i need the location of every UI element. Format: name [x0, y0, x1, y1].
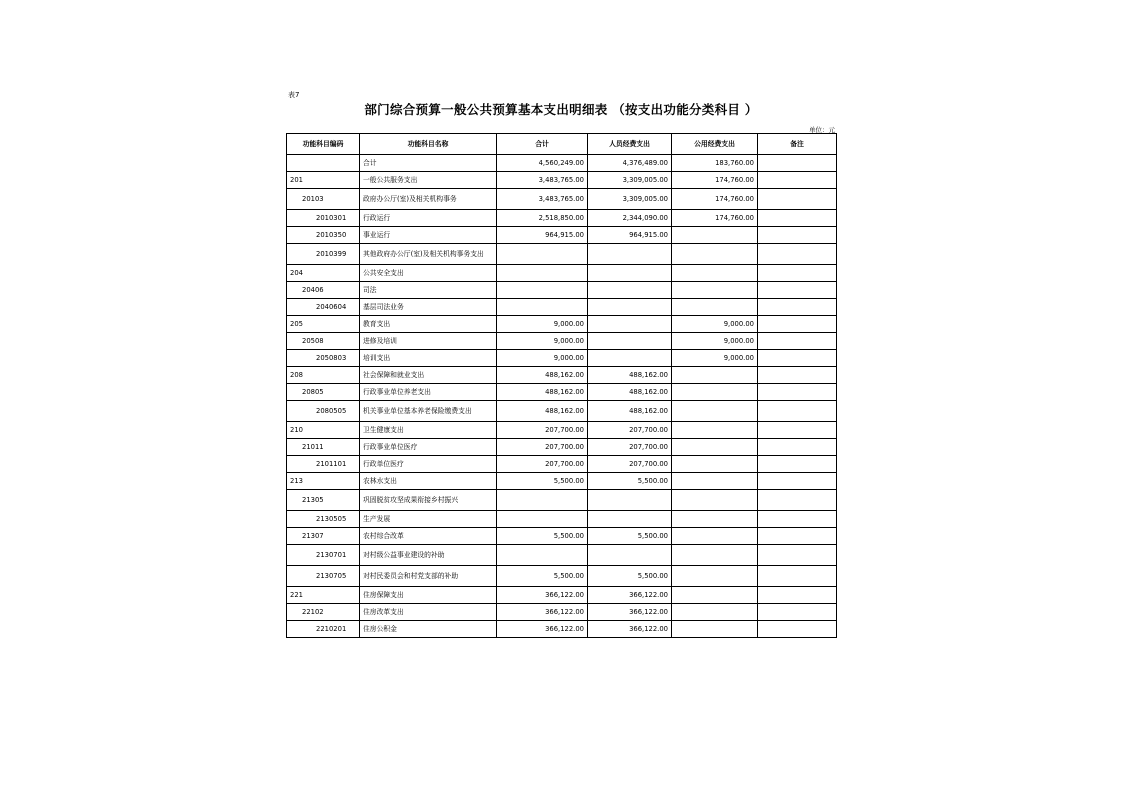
cell-code: 208	[287, 367, 360, 384]
cell-public	[672, 422, 758, 439]
cell-public	[672, 528, 758, 545]
cell-note	[758, 587, 837, 604]
cell-code: 2050803	[287, 350, 360, 367]
cell-personnel: 3,309,005.00	[588, 172, 672, 189]
table-row	[287, 545, 837, 566]
cell-name: 进修及培训	[360, 333, 497, 350]
cell-note	[758, 473, 837, 490]
cell-name: 卫生健康支出	[360, 422, 497, 439]
cell-total	[497, 299, 588, 316]
cell-note	[758, 244, 837, 265]
table-row	[287, 227, 837, 244]
header-total: 合计	[497, 134, 588, 155]
cell-public	[672, 456, 758, 473]
table-row	[287, 155, 837, 172]
cell-personnel: 5,500.00	[588, 528, 672, 545]
table-row	[287, 511, 837, 528]
cell-public: 174,760.00	[672, 172, 758, 189]
cell-note	[758, 384, 837, 401]
cell-personnel: 488,162.00	[588, 367, 672, 384]
cell-public	[672, 545, 758, 566]
cell-name: 司法	[360, 282, 497, 299]
cell-total: 207,700.00	[497, 422, 588, 439]
cell-total: 5,500.00	[497, 528, 588, 545]
cell-personnel: 4,376,489.00	[588, 155, 672, 172]
cell-note	[758, 545, 837, 566]
cell-name: 住房公积金	[360, 621, 497, 638]
cell-personnel: 488,162.00	[588, 401, 672, 422]
table-row	[287, 282, 837, 299]
cell-code: 204	[287, 265, 360, 282]
cell-personnel: 3,309,005.00	[588, 189, 672, 210]
cell-total: 964,915.00	[497, 227, 588, 244]
cell-public: 183,760.00	[672, 155, 758, 172]
cell-code: 2010399	[287, 244, 360, 265]
cell-code: 221	[287, 587, 360, 604]
document-title: 部门综合预算一般公共预算基本支出明细表 （按支出功能分类科目 ）	[364, 102, 758, 117]
cell-note	[758, 621, 837, 638]
header-name: 功能科目名称	[360, 134, 497, 155]
cell-public	[672, 439, 758, 456]
cell-note	[758, 511, 837, 528]
cell-code: 2130701	[287, 545, 360, 566]
cell-public	[672, 282, 758, 299]
cell-personnel	[588, 333, 672, 350]
cell-total	[497, 545, 588, 566]
cell-name: 事业运行	[360, 227, 497, 244]
cell-personnel: 207,700.00	[588, 456, 672, 473]
cell-total: 4,560,249.00	[497, 155, 588, 172]
cell-code: 2010350	[287, 227, 360, 244]
cell-note	[758, 439, 837, 456]
cell-personnel: 366,122.00	[588, 587, 672, 604]
cell-total: 207,700.00	[497, 456, 588, 473]
cell-total: 207,700.00	[497, 439, 588, 456]
cell-code: 213	[287, 473, 360, 490]
cell-public	[672, 401, 758, 422]
table-row	[287, 299, 837, 316]
cell-public: 9,000.00	[672, 333, 758, 350]
cell-personnel: 2,344,090.00	[588, 210, 672, 227]
cell-note	[758, 282, 837, 299]
cell-personnel: 5,500.00	[588, 566, 672, 587]
cell-code: 205	[287, 316, 360, 333]
cell-total: 488,162.00	[497, 384, 588, 401]
unit-label: 单位：元	[809, 126, 835, 134]
cell-code	[287, 155, 360, 172]
cell-public: 9,000.00	[672, 316, 758, 333]
cell-note	[758, 422, 837, 439]
cell-code: 2210201	[287, 621, 360, 638]
cell-note	[758, 227, 837, 244]
header-personnel: 人员经费支出	[588, 134, 672, 155]
cell-public	[672, 244, 758, 265]
cell-name: 其他政府办公厅(室)及相关机构事务支出	[360, 244, 497, 265]
cell-note	[758, 265, 837, 282]
cell-personnel	[588, 511, 672, 528]
cell-name: 公共安全支出	[360, 265, 497, 282]
cell-total	[497, 490, 588, 511]
table-row	[287, 528, 837, 545]
cell-code: 20805	[287, 384, 360, 401]
cell-total: 2,518,850.00	[497, 210, 588, 227]
cell-personnel	[588, 490, 672, 511]
cell-note	[758, 299, 837, 316]
cell-total: 9,000.00	[497, 333, 588, 350]
cell-personnel: 488,162.00	[588, 384, 672, 401]
cell-code: 2040604	[287, 299, 360, 316]
cell-total: 366,122.00	[497, 604, 588, 621]
cell-total: 3,483,765.00	[497, 189, 588, 210]
cell-name: 行政单位医疗	[360, 456, 497, 473]
cell-note	[758, 210, 837, 227]
cell-personnel: 366,122.00	[588, 621, 672, 638]
table-row	[287, 384, 837, 401]
cell-note	[758, 490, 837, 511]
cell-name: 生产发展	[360, 511, 497, 528]
cell-public	[672, 621, 758, 638]
table-row	[287, 265, 837, 282]
cell-public	[672, 473, 758, 490]
cell-public: 9,000.00	[672, 350, 758, 367]
cell-total: 5,500.00	[497, 566, 588, 587]
cell-note	[758, 367, 837, 384]
cell-note	[758, 333, 837, 350]
cell-personnel: 207,700.00	[588, 422, 672, 439]
cell-name: 一般公共服务支出	[360, 172, 497, 189]
table-row	[287, 172, 837, 189]
table-row	[287, 490, 837, 511]
cell-code: 21305	[287, 490, 360, 511]
table-row	[287, 621, 837, 638]
cell-note	[758, 566, 837, 587]
cell-personnel	[588, 350, 672, 367]
cell-total: 5,500.00	[497, 473, 588, 490]
table-row	[287, 316, 837, 333]
cell-public	[672, 227, 758, 244]
cell-total	[497, 265, 588, 282]
cell-code: 22102	[287, 604, 360, 621]
cell-name: 政府办公厅(室)及相关机构事务	[360, 189, 497, 210]
cell-public	[672, 604, 758, 621]
cell-personnel	[588, 545, 672, 566]
cell-total	[497, 282, 588, 299]
cell-note	[758, 528, 837, 545]
cell-name: 对村民委员会和村党支部的补助	[360, 566, 497, 587]
cell-total	[497, 244, 588, 265]
table-row	[287, 244, 837, 265]
cell-code: 201	[287, 172, 360, 189]
budget-table	[286, 133, 837, 638]
cell-total: 3,483,765.00	[497, 172, 588, 189]
cell-note	[758, 401, 837, 422]
page-label: 表7	[288, 91, 300, 99]
cell-name: 农林水支出	[360, 473, 497, 490]
cell-public	[672, 299, 758, 316]
cell-code: 2080505	[287, 401, 360, 422]
table-row	[287, 350, 837, 367]
table-row	[287, 189, 837, 210]
cell-name: 行政事业单位医疗	[360, 439, 497, 456]
cell-total: 9,000.00	[497, 350, 588, 367]
cell-total: 366,122.00	[497, 587, 588, 604]
cell-name: 巩固脱贫攻坚成果衔接乡村振兴	[360, 490, 497, 511]
header-code: 功能科目编码	[287, 134, 360, 155]
cell-code: 20508	[287, 333, 360, 350]
cell-total: 488,162.00	[497, 401, 588, 422]
cell-public	[672, 367, 758, 384]
cell-code: 20406	[287, 282, 360, 299]
table-row	[287, 604, 837, 621]
cell-personnel	[588, 299, 672, 316]
cell-name: 住房改革支出	[360, 604, 497, 621]
cell-public	[672, 587, 758, 604]
header-public: 公用经费支出	[672, 134, 758, 155]
cell-note	[758, 350, 837, 367]
table-body	[287, 155, 837, 638]
cell-public	[672, 384, 758, 401]
cell-name: 农村综合改革	[360, 528, 497, 545]
cell-personnel: 964,915.00	[588, 227, 672, 244]
cell-name: 基层司法业务	[360, 299, 497, 316]
cell-public	[672, 490, 758, 511]
cell-name: 合计	[360, 155, 497, 172]
cell-public: 174,760.00	[672, 210, 758, 227]
cell-code: 20103	[287, 189, 360, 210]
table-row	[287, 439, 837, 456]
cell-public	[672, 511, 758, 528]
table-row	[287, 456, 837, 473]
cell-code: 21011	[287, 439, 360, 456]
cell-name: 行政运行	[360, 210, 497, 227]
cell-note	[758, 316, 837, 333]
header-note: 备注	[758, 134, 837, 155]
cell-name: 行政事业单位养老支出	[360, 384, 497, 401]
cell-personnel: 366,122.00	[588, 604, 672, 621]
cell-total: 9,000.00	[497, 316, 588, 333]
cell-personnel: 207,700.00	[588, 439, 672, 456]
cell-note	[758, 172, 837, 189]
table-row	[287, 333, 837, 350]
cell-name: 教育支出	[360, 316, 497, 333]
cell-code: 2130705	[287, 566, 360, 587]
cell-name: 机关事业单位基本养老保险缴费支出	[360, 401, 497, 422]
cell-public: 174,760.00	[672, 189, 758, 210]
cell-personnel	[588, 282, 672, 299]
cell-code: 21307	[287, 528, 360, 545]
table-row	[287, 473, 837, 490]
cell-note	[758, 604, 837, 621]
cell-code: 2010301	[287, 210, 360, 227]
cell-public	[672, 566, 758, 587]
cell-note	[758, 189, 837, 210]
cell-name: 培训支出	[360, 350, 497, 367]
cell-code: 2101101	[287, 456, 360, 473]
cell-code: 210	[287, 422, 360, 439]
cell-name: 对村级公益事业建设的补助	[360, 545, 497, 566]
table-header-row	[287, 134, 837, 155]
cell-public	[672, 265, 758, 282]
cell-name: 社会保障和就业支出	[360, 367, 497, 384]
table-row	[287, 566, 837, 587]
cell-code: 2130505	[287, 511, 360, 528]
cell-personnel	[588, 265, 672, 282]
cell-name: 住房保障支出	[360, 587, 497, 604]
cell-personnel	[588, 244, 672, 265]
table-row	[287, 367, 837, 384]
cell-total: 366,122.00	[497, 621, 588, 638]
cell-note	[758, 155, 837, 172]
cell-total: 488,162.00	[497, 367, 588, 384]
table-row	[287, 401, 837, 422]
cell-personnel	[588, 316, 672, 333]
cell-note	[758, 456, 837, 473]
cell-total	[497, 511, 588, 528]
table-row	[287, 210, 837, 227]
table-row	[287, 587, 837, 604]
cell-personnel: 5,500.00	[588, 473, 672, 490]
table-row	[287, 422, 837, 439]
